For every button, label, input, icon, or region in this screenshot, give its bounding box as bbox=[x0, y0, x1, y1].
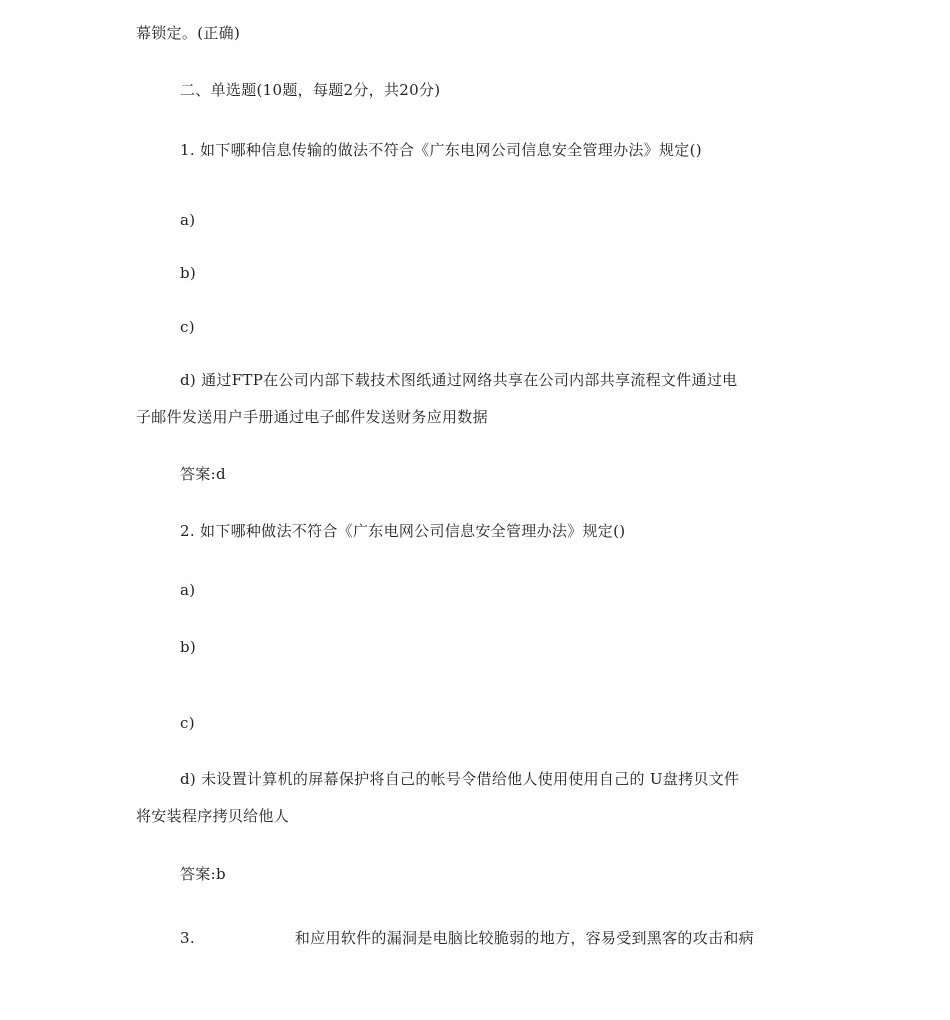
carryover-text: 幕锁定。(正确) bbox=[136, 24, 241, 42]
question-2-option-d-line2: 将安装程序拷贝给他人 bbox=[136, 807, 290, 825]
question-3-text: 和应用软件的漏洞是电脑比较脆弱的地方，容易受到黑客的攻击和病 bbox=[294, 929, 754, 947]
question-3-number: 3. bbox=[180, 929, 195, 947]
question-1-option-a: a) bbox=[180, 211, 196, 229]
question-1-stem: 1. 如下哪种信息传输的做法不符合《广东电网公司信息安全管理办法》规定() bbox=[180, 141, 702, 159]
question-3-stem bbox=[180, 928, 754, 948]
question-2-option-c: c) bbox=[180, 714, 195, 732]
question-1-option-d-line1: d) 通过FTP在公司内部下载技术图纸通过网络共享在公司内部共享流程文件通过电 bbox=[180, 371, 738, 389]
question-2-option-d-line1: d) 未设置计算机的屏幕保护将自己的帐号令借给他人使用使用自己的 U盘拷贝文件 bbox=[180, 770, 740, 788]
question-2-option-a: a) bbox=[180, 581, 196, 599]
section-heading: 二、单选题(10题，每题2分，共20分) bbox=[180, 81, 441, 99]
question-1-answer: 答案:d bbox=[180, 465, 226, 483]
question-1-option-c: c) bbox=[180, 318, 195, 336]
question-1-option-d-line2: 子邮件发送用户手册通过电子邮件发送财务应用数据 bbox=[136, 408, 488, 426]
question-1-option-b: b) bbox=[180, 264, 197, 282]
question-2-answer: 答案:b bbox=[180, 865, 226, 883]
question-2-stem: 2. 如下哪种做法不符合《广东电网公司信息安全管理办法》规定() bbox=[180, 522, 626, 540]
question-2-option-b: b) bbox=[180, 638, 197, 656]
